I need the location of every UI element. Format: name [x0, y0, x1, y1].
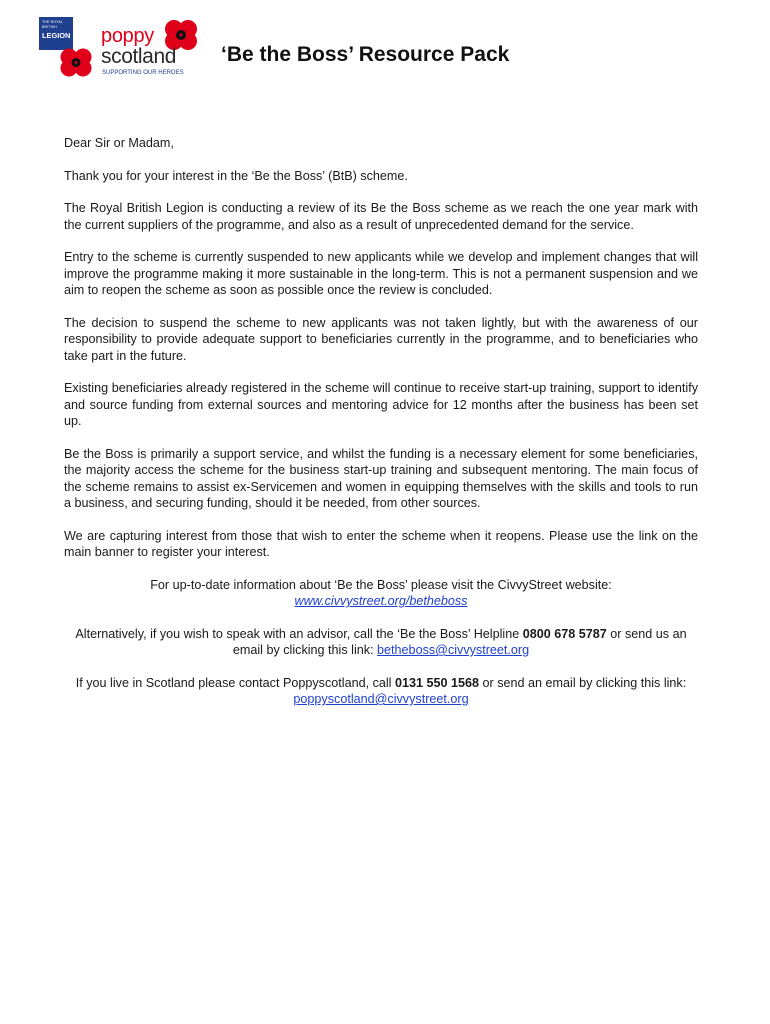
paragraph-review: The Royal British Legion is conducting a review of its Be the Boss scheme as we reach the one year mark with the current suppliers of the programme, and also as a result of unprecedented demand for the service.	[64, 201, 698, 232]
scotland-phone: 0131 550 1568	[394, 675, 480, 690]
legion-logo-line1: THE ROYAL BRITISH	[42, 20, 63, 29]
paragraph-suspension: Entry to the scheme is currently suspended to new applicants while we develop and implement changes that will improve the programme making it more sustainable in the long-term. This is not a permanent suspension and we aim to reopen the scheme as soon as possible once the review is concluded.	[64, 250, 698, 297]
helpline-info	[64, 626, 698, 659]
paragraph-existing-beneficiaries: Existing beneficiaries already registered in the scheme will continue to receive start-up training, support to identify and source funding from external sources and mentoring advice for 12 months after the business has been set up.	[64, 381, 698, 428]
scotland-text-middle: or send an email by clicking this link:	[479, 675, 687, 690]
paragraph-capturing-interest: We are capturing interest from those that wish to enter the scheme when it reopens. Please use the link on the main banner to register your interest.	[64, 528, 698, 559]
poppyscotland-logo-word-scotland: scotland	[101, 45, 177, 68]
poppyscotland-email-link[interactable]: poppyscotland@civvystreet.org	[293, 692, 469, 706]
website-link[interactable]: www.civvystreet.org/betheboss	[294, 594, 468, 608]
poppy-flower-icon-small	[59, 47, 93, 78]
helpline-text-middle: or send us an email by clicking this link:	[232, 626, 687, 657]
poppyscotland-tagline: SUPPORTING OUR HEROES	[102, 70, 184, 76]
betheboss-email-link[interactable]: betheboss@civvystreet.org	[377, 643, 530, 657]
salutation: Dear Sir or Madam,	[64, 136, 174, 150]
legion-logo-line2: LEGION	[42, 31, 71, 41]
paragraph-thanks: Thank you for your interest in the ‘Be the Boss’ (BtB) scheme.	[64, 168, 408, 183]
website-info-text: For up-to-date information about ‘Be the Boss’ please visit the CivvyStreet website:	[150, 577, 612, 592]
helpline-phone: 0800 678 5787	[522, 626, 607, 641]
document-title: ‘Be the Boss’ Resource Pack	[221, 43, 510, 66]
paragraph-decision: The decision to suspend the scheme to new applicants was not taken lightly, but with the awareness of our responsibility to provide adequate support to beneficiaries currently in the programme, and to beneficiaries who take part in the future.	[64, 315, 698, 363]
scotland-text-before: If you live in Scotland please contact Poppyscotland, call	[75, 675, 395, 690]
poppyscotland-logo-word-poppy: poppy	[101, 25, 154, 47]
helpline-text-before: Alternatively, if you wish to speak with an advisor, call the ‘Be the Boss’ Helpline	[75, 626, 523, 641]
scotland-info	[64, 675, 698, 708]
paragraph-support-service: Be the Boss is primarily a support service, and whilst the funding is a necessary element for some beneficiaries, the majority access the scheme for the business start-up training and subsequent mentoring. The main focus of the scheme remains to assist ex-Servicemen and women in equipping themselves with the skills and tools to run a business, and securing funding, should it be needed, from other sources.	[64, 446, 698, 510]
letter-body	[64, 135, 698, 724]
royal-british-legion-logo	[39, 17, 73, 50]
website-info	[64, 577, 698, 610]
